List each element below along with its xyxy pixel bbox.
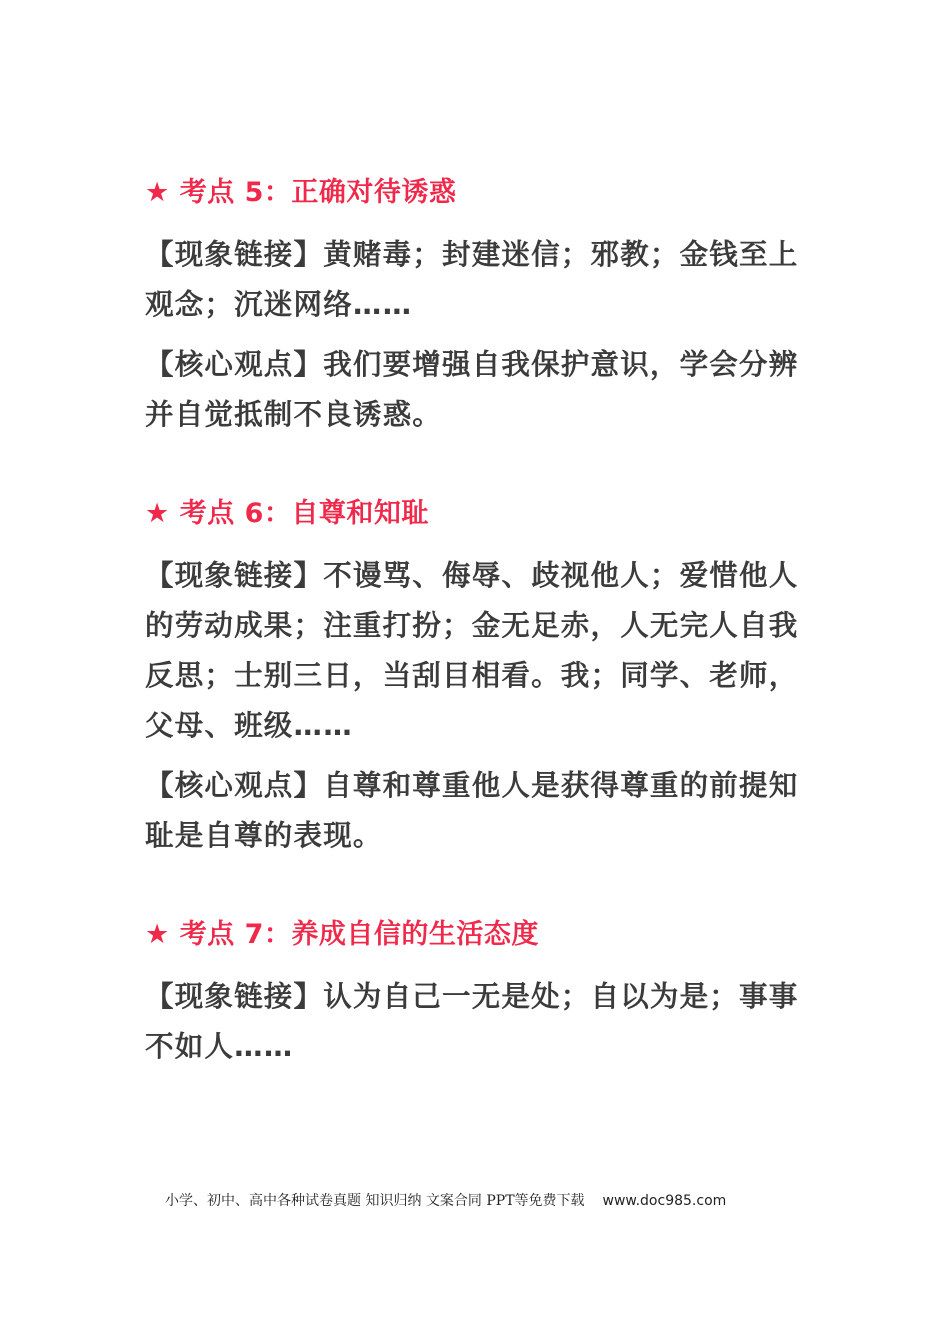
footer-url-link[interactable]: www.doc985.com: [602, 1193, 727, 1209]
section-title: 考点 6：自尊和知耻: [179, 498, 429, 529]
page-footer: [165, 1190, 726, 1210]
star-icon: ★: [145, 919, 170, 950]
section-heading: [145, 918, 815, 952]
phenomenon-paragraph: 【现象链接】不谩骂、侮辱、歧视他人；爱惜他人的劳动成果；注重打扮；金无足赤，人无完人自我反思；士别三日，当刮目相看。我；同学、老师，父母、班级……: [145, 559, 799, 742]
phenomenon-paragraph: 【现象链接】黄赌毒；封建迷信；邪教；金钱至上观念；沉迷网络……: [145, 238, 799, 321]
core-viewpoint-paragraph: 【核心观点】我们要增强自我保护意识，学会分辨并自觉抵制不良诱惑。: [145, 348, 799, 431]
section-title: 考点 7：养成自信的生活态度: [179, 919, 539, 950]
section-kaodian-5: [145, 176, 815, 440]
section-title: 考点 5：正确对待诱惑: [179, 177, 457, 208]
phenomenon-paragraph: 【现象链接】认为自己一无是处；自以为是；事事不如人……: [145, 980, 799, 1063]
footer-text: 小学、初中、高中各种试卷真题 知识归纳 文案合同 PPT等免费下载: [165, 1193, 585, 1209]
core-viewpoint-paragraph: 【核心观点】自尊和尊重他人是获得尊重的前提知耻是自尊的表现。: [145, 769, 799, 852]
star-icon: ★: [145, 177, 170, 208]
section-heading: [145, 176, 815, 210]
section-heading: [145, 497, 815, 531]
star-icon: ★: [145, 498, 170, 529]
section-kaodian-7: [145, 918, 815, 1072]
section-kaodian-6: [145, 497, 815, 861]
